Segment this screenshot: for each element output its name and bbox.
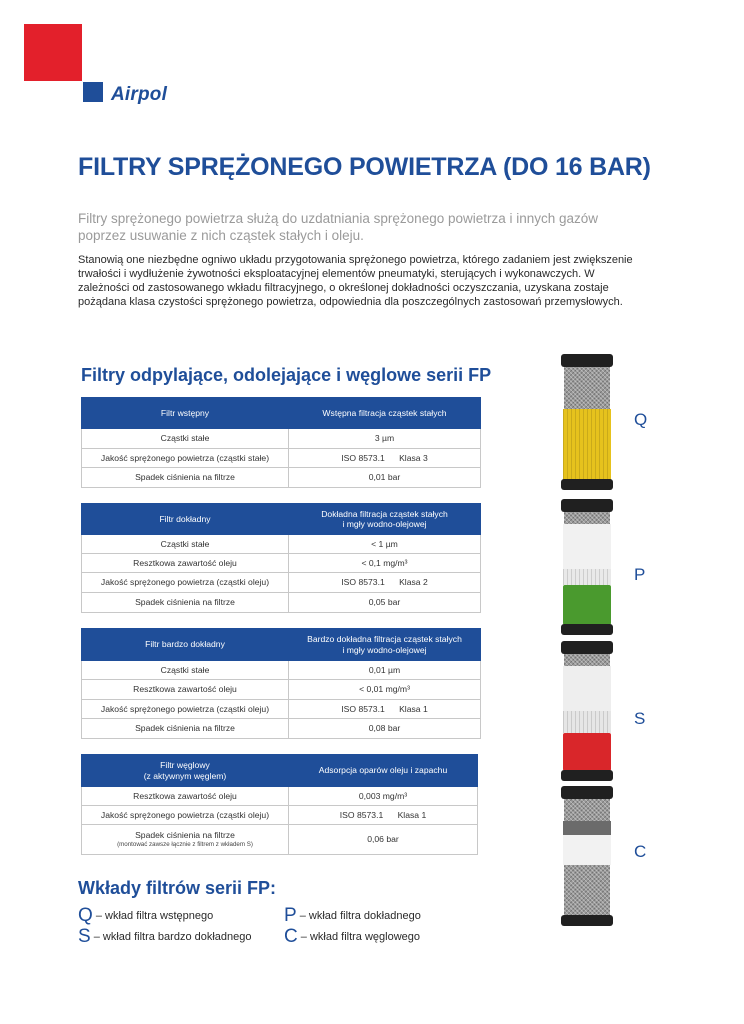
intro-lead: Filtry sprężonego powietrza służą do uzdatniania sprężonego powietrza i innych gazów poprzez usuwanie z nich cząstek stałych i oleju.: [78, 211, 599, 243]
cartridge-white-pleat: [563, 711, 611, 733]
spec-table-carbon: [81, 754, 478, 855]
page-title: FILTRY SPRĘŻONEGO POWIETRZA (DO 16 BAR): [78, 153, 651, 181]
row-label: Cząstki stałe: [82, 535, 289, 554]
spec-table-fine: [81, 503, 481, 613]
table-row: [82, 449, 481, 468]
row-label-text: Spadek ciśnienia na filtrze: [135, 830, 235, 841]
row-label: Cząstki stałe: [82, 661, 289, 680]
table-row: [82, 700, 481, 719]
cartridge-cap-top: [561, 641, 613, 654]
brand-logo: Airpol: [111, 84, 168, 105]
cartridges-title: Wkłady filtrów serii FP:: [78, 878, 277, 898]
table-row: [82, 554, 481, 573]
row-label: [82, 825, 289, 855]
row-label-note: (montować zawsze łącznie z filtrem z wkładem S): [117, 840, 253, 848]
cartridge-cap-bottom: [561, 624, 613, 635]
row-value: 0,05 bar: [289, 593, 481, 613]
cartridge-white-sleeve: [563, 835, 611, 865]
legend-item-q: [78, 905, 213, 927]
table-head-right: Adsorpcja oparów oleju i zapachu: [289, 755, 478, 787]
table-row: [82, 535, 481, 554]
table-head-left: Filtr dokładny: [82, 504, 289, 535]
legend-letter: C: [284, 926, 298, 947]
row-value: < 0,01 mg/m³: [289, 680, 481, 700]
table-row: [82, 573, 481, 593]
legend-item-p: [284, 905, 421, 927]
head-left-line-2: (z aktywnym węglem): [143, 770, 227, 781]
series-title: Filtry odpylające, odolejające i węglowe serii FP: [81, 365, 492, 385]
cartridge-cap-bottom: [561, 915, 613, 926]
row-label: Cząstki stałe: [82, 429, 289, 449]
cartridge-carbon-band: [563, 821, 611, 835]
legend-item-c: [284, 926, 420, 948]
table-header-row: [82, 504, 481, 535]
table-row: [82, 680, 481, 700]
row-value: < 0,1 mg/m³: [289, 554, 481, 573]
row-label: Jakość sprężonego powietrza (cząstki oleju): [82, 806, 289, 825]
head-right-line-1: Dokładna filtracja cząstek stałych: [321, 508, 448, 519]
row-value: 0,01 bar: [289, 468, 481, 488]
legend-item-s: [78, 926, 252, 948]
filter-letter-c: C: [634, 842, 647, 861]
legend-letter: S: [78, 926, 91, 947]
row-value: ISO 8573.1 Klasa 3: [289, 449, 481, 468]
row-label: Jakość sprężonego powietrza (cząstki stałe): [82, 449, 289, 468]
head-right-line-1: Bardzo dokładna filtracja cząstek stałych: [307, 634, 462, 644]
row-label: Jakość sprężonego powietrza (cząstki oleju): [82, 700, 289, 719]
row-label: Spadek ciśnienia na filtrze: [82, 719, 289, 739]
filter-letter-s: S: [634, 709, 646, 728]
intro-body: Stanowią one niezbędne ogniwo układu przygotowania sprężonego powietrza, którego zadaniem jest zwiększenie trwałości i wydłużenie żywotności eksploatacyjnej elementów pneumatyki, sterujących i wykonawczych. W zależności od zastosowanego wkładu filtracyjnego, o określonej dokładności oczyszczania, uzyskana zostaje pożądana klasa czystości sprężonego powietrza, odpowiednia dla poszczególnych zastosowań przemysłowych.: [78, 254, 633, 308]
row-label: Resztkowa zawartość oleju: [82, 554, 289, 573]
cartridge-mesh: [564, 367, 610, 409]
table-row: [82, 468, 481, 488]
table-row: [82, 806, 478, 825]
row-value: 0,01 µm: [289, 661, 481, 680]
row-value: 3 µm: [289, 429, 481, 449]
table-row: [82, 429, 481, 449]
table-row: [82, 661, 481, 680]
head-right-line-2: i mgły wodno-olejowej: [342, 644, 427, 655]
table-head-left: Filtr wstępny: [82, 398, 289, 429]
table-header-row: [82, 629, 481, 661]
logo-red-square: [24, 24, 82, 81]
filter-cartridge-p-image: [562, 499, 612, 635]
logo-blue-square: [83, 82, 103, 102]
table-row: [82, 719, 481, 739]
cartridge-mesh-lower: [564, 865, 610, 915]
filter-cartridge-q-image: [562, 354, 612, 490]
cartridge-green-band: [563, 585, 611, 625]
spec-table-ultrafine: [81, 628, 481, 739]
table-head-right: [289, 504, 481, 535]
table-head-right: Wstępna filtracja cząstek stałych: [289, 398, 481, 429]
table-row: [82, 825, 478, 855]
cartridge-cap-top: [561, 499, 613, 512]
cartridge-cap-top: [561, 354, 613, 367]
table-header-row: [82, 755, 478, 787]
cartridge-white-sleeve: [563, 524, 611, 569]
cartridge-white-sleeve: [563, 666, 611, 711]
filter-cartridge-s-image: [562, 641, 612, 781]
row-value: < 1 µm: [289, 535, 481, 554]
cartridge-cap-top: [561, 786, 613, 799]
table-head-left: [82, 755, 289, 787]
row-label: Resztkowa zawartość oleju: [82, 787, 289, 806]
cartridge-mesh: [564, 799, 610, 821]
table-row: [82, 593, 481, 613]
cartridge-cap-bottom: [561, 770, 613, 781]
head-left-line-1: Filtr węglowy: [160, 760, 210, 770]
row-value: ISO 8573.1 Klasa 1: [289, 806, 478, 825]
legend-text: – wkład filtra bardzo dokładnego: [90, 931, 252, 943]
filter-letter-p: P: [634, 565, 646, 584]
row-label: Spadek ciśnienia na filtrze: [82, 468, 289, 488]
filter-cartridge-c-image: [562, 786, 612, 926]
legend-text: – wkład filtra wstępnego: [92, 910, 214, 922]
cartridge-white-pleat: [563, 569, 611, 585]
legend-text: – wkład filtra dokładnego: [296, 910, 421, 922]
filter-letter-q: Q: [634, 410, 648, 429]
cartridge-mesh: [564, 512, 610, 524]
table-head-left: Filtr bardzo dokładny: [82, 629, 289, 661]
row-value: 0,003 mg/m³: [289, 787, 478, 806]
legend-letter: P: [284, 905, 297, 926]
table-header-row: [82, 398, 481, 429]
row-label: Jakość sprężonego powietrza (cząstki oleju): [82, 573, 289, 593]
row-label: Resztkowa zawartość oleju: [82, 680, 289, 700]
cartridge-red-band: [563, 733, 611, 771]
cartridge-cap-bottom: [561, 479, 613, 490]
table-head-right: [289, 629, 481, 661]
spec-table-prefilter: [81, 397, 481, 488]
row-value: 0,06 bar: [289, 825, 478, 855]
head-right-line-2: i mgły wodno-olejowej: [342, 519, 427, 529]
legend-text: – wkład filtra węglowego: [297, 931, 421, 943]
cartridge-yellow-pleat: [563, 409, 611, 480]
legend-letter: Q: [78, 905, 93, 926]
row-value: ISO 8573.1 Klasa 1: [289, 700, 481, 719]
table-row: [82, 787, 478, 806]
row-label: Spadek ciśnienia na filtrze: [82, 593, 289, 613]
row-value: 0,08 bar: [289, 719, 481, 739]
row-value: ISO 8573.1 Klasa 2: [289, 573, 481, 593]
cartridge-mesh: [564, 654, 610, 666]
